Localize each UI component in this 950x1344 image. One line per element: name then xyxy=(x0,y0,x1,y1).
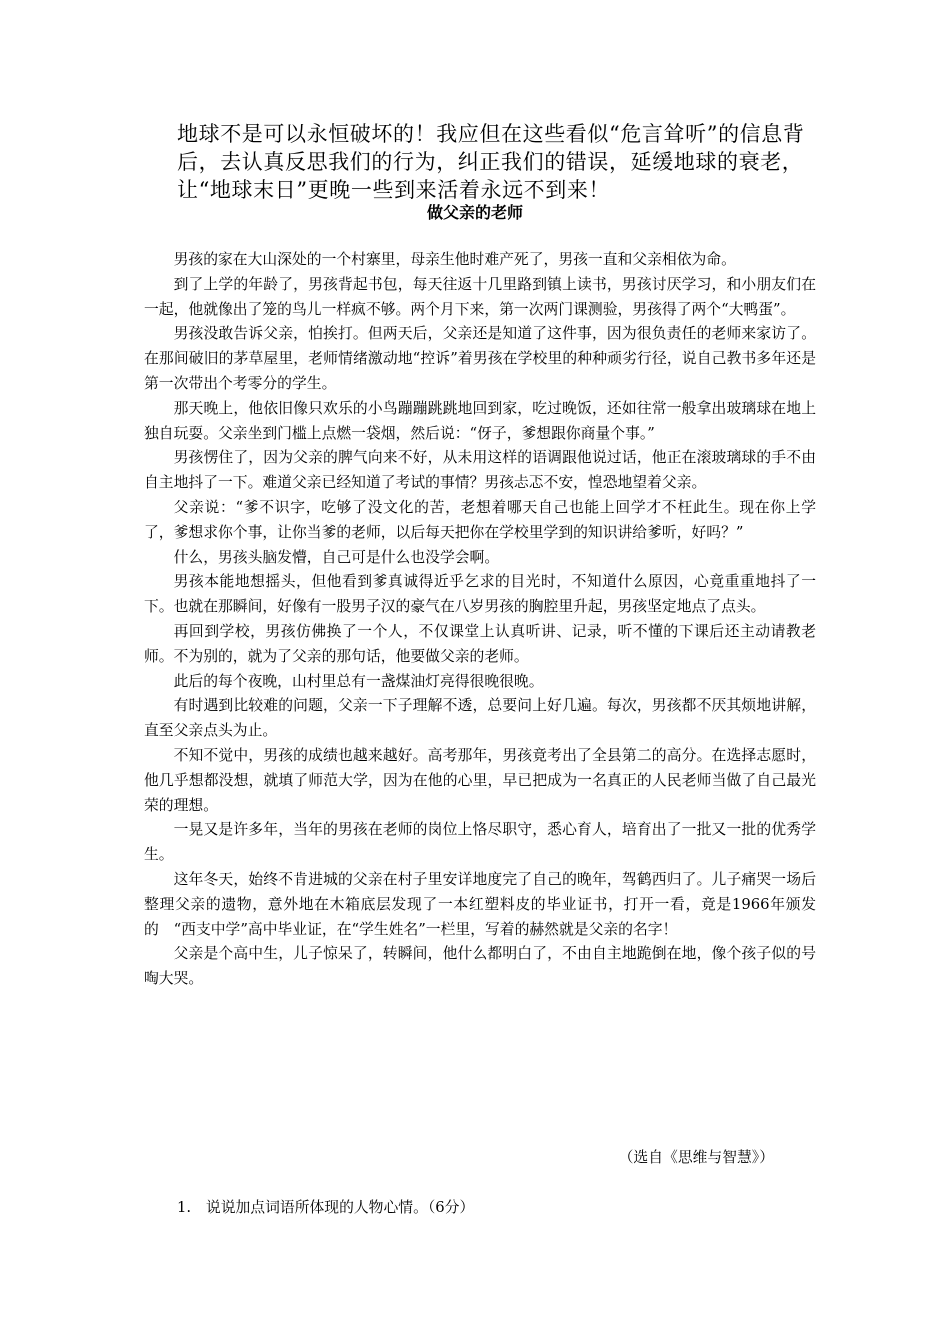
paragraph: 那天晚上，他依旧像只欢乐的小鸟蹦蹦跳跳地回到家，吃过晚饭，还如往常一般拿出玻璃球在地上独自玩耍。父亲坐到门槛上点燃一袋烟，然后说：“伢子，爹想跟你商量个事。” xyxy=(144,399,816,442)
intro-paragraph: 地球不是可以永恒破坏的！我应但在这些看似“危言耸听”的信息背后，去认真反思我们的行为，纠正我们的错误，延缓地球的衰老，让“地球末日”更晚一些到来活着永远不到来！ xyxy=(177,122,805,202)
paragraph: 再回到学校，男孩仿佛换了一个人，不仅课堂上认真听讲、记录，听不懂的下课后还主动请教老师。不为别的，就为了父亲的那句话，他要做父亲的老师。 xyxy=(144,622,816,665)
paragraph: 一晃又是许多年，当年的男孩在老师的岗位上恪尽职守，悉心育人，培育出了一批又一批的优秀学生。 xyxy=(144,821,816,864)
paragraph: 什么，男孩头脑发懵，自己可是什么也没学会啊。 xyxy=(173,548,500,566)
paragraph: 男孩的家在大山深处的一个村寨里，母亲生他时难产死了，男孩一直和父亲相依为命。 xyxy=(173,251,736,268)
paragraph: 男孩没敢告诉父亲，怕挨打。但两天后，父亲还是知道了这件事，因为很负责任的老师来家访了。在那间破旧的茅草屋里，老师情绪激动地“控诉”着男孩在学校里的种种顽劣行径，说自己教书多年还是第一次带出个考零分的学生。 xyxy=(144,325,816,392)
paragraph: 父亲是个高中生，儿子惊呆了，转瞬间，他什么都明白了，不由自主地跪倒在地，像个孩子似的号啕大哭。 xyxy=(144,945,816,988)
paragraph: 男孩本能地想摇头，但他看到爹真诚得近乎乞求的目光时，不知道什么原因，心竟重重地抖了一下。也就在那瞬间，好像有一股男子汉的豪气在八岁男孩的胸腔里升起，男孩坚定地点了点头。 xyxy=(144,573,816,616)
paragraph: 男孩愣住了，因为父亲的脾气向来不好，从未用这样的语调跟他说过话，他正在滚玻璃球的手不由自主地抖了一下。难道父亲已经知道了考试的事情？男孩忐忑不安，惶恐地望着父亲。 xyxy=(144,449,816,492)
paragraph: 此后的每个夜晚，山村里总有一盏煤油灯亮得很晚很晚。 xyxy=(173,672,544,690)
article-title: 做父亲的老师 xyxy=(426,203,523,222)
paragraph: 这年冬天，始终不肯进城的父亲在村子里安详地度完了自己的晚年，驾鹤西归了。儿子痛哭一场后整理父亲的遗物，意外地在木箱底层发现了一本红塑料皮的毕业证书，打开一看，竟是1966年颁发的 “西支中学”高中毕业证，在“学生姓名”一栏里，写着的赫然就是父亲的名字！ xyxy=(144,870,816,938)
article-source: （选自《思维与智慧》） xyxy=(618,1149,774,1166)
paragraph: 不知不觉中，男孩的成绩也越来越好。高考那年，男孩竟考出了全县第二的高分。在选择志愿时，他几乎想都没想，就填了师范大学，因为在他的心里，早已把成为一名真正的人民老师当做了自己最光荣的理想。 xyxy=(144,746,816,814)
paragraph: 有时遇到比较难的问题，父亲一下子理解不透，总要问上好几遍。每次，男孩都不厌其烦地讲解，直至父亲点头为止。 xyxy=(144,697,816,740)
paragraph: 到了上学的年龄了，男孩背起书包，每天往返十几里路到镇上读书，男孩讨厌学习，和小朋友们在一起，他就像出了笼的鸟儿一样疯不够。两个月下来，第一次两门课测验，男孩得了两个“大鸭蛋”。 xyxy=(144,275,816,318)
article-body xyxy=(144,248,816,992)
paragraph: 父亲说：“爹不识字，吃够了没文化的苦，老想着哪天自己也能上回学才不枉此生。现在你上学了，爹想求你个事，让你当爹的老师，以后每天把你在学校里学到的知识讲给爹听，好吗？” xyxy=(144,498,816,541)
question-1: 1. 说说加点词语所体现的人物心情。（6分） xyxy=(177,1199,475,1216)
